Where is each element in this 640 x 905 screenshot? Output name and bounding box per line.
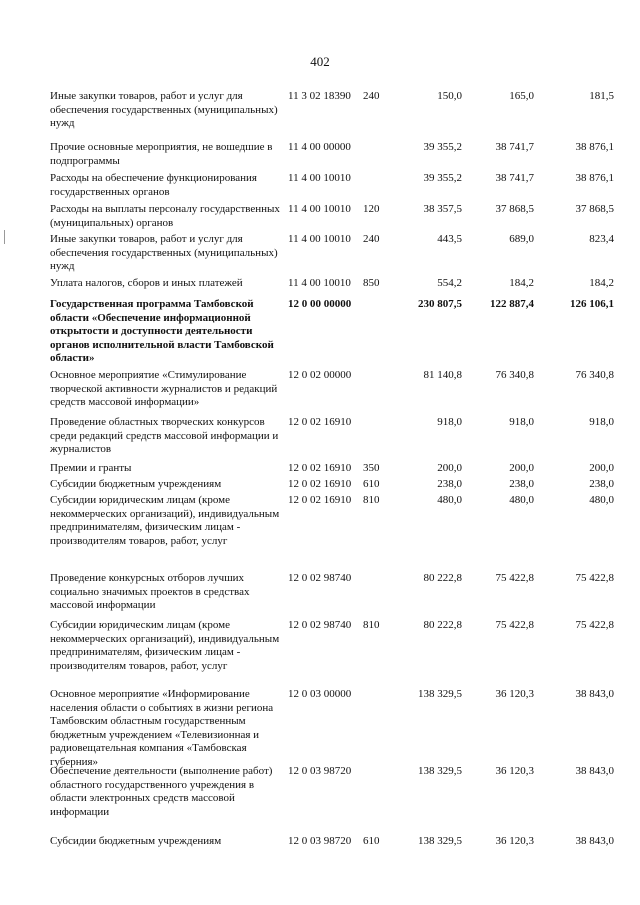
row-amount-1: 39 355,2	[423, 172, 462, 184]
row-amount-1: 554,2	[437, 277, 462, 289]
row-target-code: 12 0 02 16910	[288, 416, 352, 428]
row-amount-1: 80 222,8	[423, 572, 462, 584]
row-amount-3: 200,0	[589, 462, 614, 474]
row-amount-3: 38 843,0	[575, 765, 614, 777]
table-row	[50, 494, 614, 548]
table-row	[50, 462, 614, 476]
row-amount-1: 918,0	[437, 416, 462, 428]
row-expense-type: 610	[363, 478, 380, 490]
row-amount-2: 75 422,8	[495, 572, 534, 584]
row-amount-2: 238,0	[509, 478, 534, 490]
row-amount-2: 75 422,8	[495, 619, 534, 631]
table-row	[50, 765, 614, 819]
row-target-code: 11 3 02 18390	[288, 90, 351, 102]
table-row	[50, 277, 614, 291]
row-amount-2: 689,0	[509, 233, 534, 245]
table-row	[50, 416, 614, 457]
row-amount-2: 37 868,5	[495, 203, 534, 215]
row-target-code: 11 4 00 10010	[288, 203, 351, 215]
table-row	[50, 835, 614, 849]
row-name: Уплата налогов, сборов и иных платежей	[50, 277, 243, 289]
row-amount-2: 76 340,8	[495, 369, 534, 381]
row-expense-type: 810	[363, 619, 380, 631]
row-target-code: 12 0 03 98720	[288, 765, 352, 777]
row-target-code: 11 4 00 10010	[288, 172, 351, 184]
row-expense-type: 240	[363, 233, 380, 245]
table-row	[50, 233, 614, 274]
row-name: Основное мероприятие «Информирование населения области о событиях в жизни региона Тамбовским областным государственным бюджетным учреждением «Телевизионная и радиовещательная компания «Тамбовская губерния»	[50, 688, 274, 768]
table-row	[50, 619, 614, 673]
row-target-code: 12 0 02 16910	[288, 478, 352, 490]
row-amount-2: 918,0	[509, 416, 534, 428]
row-expense-type: 850	[363, 277, 380, 289]
row-amount-2: 480,0	[509, 494, 534, 506]
row-amount-2: 200,0	[509, 462, 534, 474]
row-name: Субсидии бюджетным учреждениям	[50, 478, 222, 490]
table-row	[50, 203, 614, 230]
row-amount-1: 443,5	[437, 233, 462, 245]
row-name: Иные закупки товаров, работ и услуг для обеспечения государственных (муниципальных) нужд	[50, 90, 278, 129]
row-amount-3: 75 422,8	[575, 572, 614, 584]
row-amount-1: 138 329,5	[418, 765, 462, 777]
row-name: Проведение областных творческих конкурсов среди редакций средств массовой информации и журналистов	[50, 416, 279, 455]
table-row	[50, 172, 614, 199]
row-amount-3: 38 876,1	[575, 141, 614, 153]
row-amount-3: 38 843,0	[575, 835, 614, 847]
row-amount-1: 39 355,2	[423, 141, 462, 153]
row-name: Прочие основные мероприятия, не вошедшие в подпрограммы	[50, 141, 273, 167]
table-row	[50, 688, 614, 769]
row-target-code: 12 0 02 98740	[288, 619, 352, 631]
row-expense-type: 240	[363, 90, 380, 102]
row-name: Основное мероприятие «Стимулирование творческой активности журналистов и редакций средств массовой информации»	[50, 369, 278, 408]
row-target-code: 12 0 00 00000	[288, 298, 352, 310]
row-amount-3: 480,0	[589, 494, 614, 506]
row-amount-2: 38 741,7	[495, 141, 534, 153]
row-target-code: 12 0 02 16910	[288, 494, 352, 506]
row-expense-type: 120	[363, 203, 380, 215]
row-target-code: 11 4 00 10010	[288, 277, 351, 289]
row-name: Расходы на выплаты персоналу государственных (муниципальных) органов	[50, 203, 280, 229]
row-amount-1: 138 329,5	[418, 688, 462, 700]
row-target-code: 11 4 00 10010	[288, 233, 351, 245]
row-expense-type: 610	[363, 835, 380, 847]
row-amount-3: 38 843,0	[575, 688, 614, 700]
row-amount-3: 75 422,8	[575, 619, 614, 631]
row-name: Расходы на обеспечение функционирования государственных органов	[50, 172, 257, 198]
row-name: Субсидии бюджетным учреждениям	[50, 835, 222, 847]
row-amount-2: 36 120,3	[495, 765, 534, 777]
row-amount-1: 150,0	[437, 90, 462, 102]
row-amount-2: 36 120,3	[495, 688, 534, 700]
table-row	[50, 141, 614, 168]
row-amount-3: 184,2	[589, 277, 614, 289]
row-name: Обеспечение деятельности (выполнение работ) областного государственного учреждения в области электронных средств массовой информации	[50, 765, 273, 818]
row-name: Премии и гранты	[50, 462, 132, 474]
row-amount-1: 480,0	[437, 494, 462, 506]
row-target-code: 12 0 02 00000	[288, 369, 352, 381]
row-amount-3: 38 876,1	[575, 172, 614, 184]
row-amount-3: 126 106,1	[570, 298, 614, 310]
row-amount-1: 200,0	[437, 462, 462, 474]
row-name: Субсидии юридическим лицам (кроме некоммерческих организаций), индивидуальным предпринимателям, физическим лицам - производителям товаров, работ, услуг	[50, 494, 280, 547]
row-amount-2: 122 887,4	[490, 298, 534, 310]
row-amount-2: 165,0	[509, 90, 534, 102]
row-amount-1: 230 807,5	[418, 298, 462, 310]
row-amount-2: 184,2	[509, 277, 534, 289]
page-number: 402	[310, 54, 330, 69]
row-target-code: 12 0 02 16910	[288, 462, 352, 474]
row-amount-3: 238,0	[589, 478, 614, 490]
row-amount-2: 38 741,7	[495, 172, 534, 184]
row-amount-3: 823,4	[589, 233, 614, 245]
row-amount-1: 238,0	[437, 478, 462, 490]
row-amount-1: 138 329,5	[418, 835, 462, 847]
scan-mark	[4, 230, 5, 244]
row-name: Иные закупки товаров, работ и услуг для обеспечения государственных (муниципальных) нужд	[50, 233, 278, 272]
row-target-code: 12 0 02 98740	[288, 572, 352, 584]
table-row	[50, 572, 614, 613]
row-expense-type: 350	[363, 462, 380, 474]
row-amount-1: 80 222,8	[423, 619, 462, 631]
table-row	[50, 478, 614, 492]
row-name: Проведение конкурсных отборов лучших социально значимых проектов в средствах массовой информации	[50, 572, 250, 611]
row-target-code: 12 0 03 98720	[288, 835, 352, 847]
row-name: Государственная программа Тамбовской области «Обеспечение информационной открытости и доступности деятельности органов исполнительной власти Тамбовской области»	[50, 298, 274, 364]
table-row	[50, 369, 614, 410]
row-amount-3: 181,5	[589, 90, 614, 102]
row-target-code: 11 4 00 00000	[288, 141, 351, 153]
table-row	[50, 90, 614, 131]
table-row	[50, 298, 614, 366]
row-name: Субсидии юридическим лицам (кроме некоммерческих организаций), индивидуальным предпринимателям, физическим лицам - производителям товаров, работ, услуг	[50, 619, 280, 672]
row-expense-type: 810	[363, 494, 380, 506]
row-amount-2: 36 120,3	[495, 835, 534, 847]
row-amount-3: 76 340,8	[575, 369, 614, 381]
row-amount-1: 38 357,5	[423, 203, 462, 215]
row-amount-1: 81 140,8	[423, 369, 462, 381]
row-amount-3: 37 868,5	[575, 203, 614, 215]
row-target-code: 12 0 03 00000	[288, 688, 352, 700]
row-amount-3: 918,0	[589, 416, 614, 428]
